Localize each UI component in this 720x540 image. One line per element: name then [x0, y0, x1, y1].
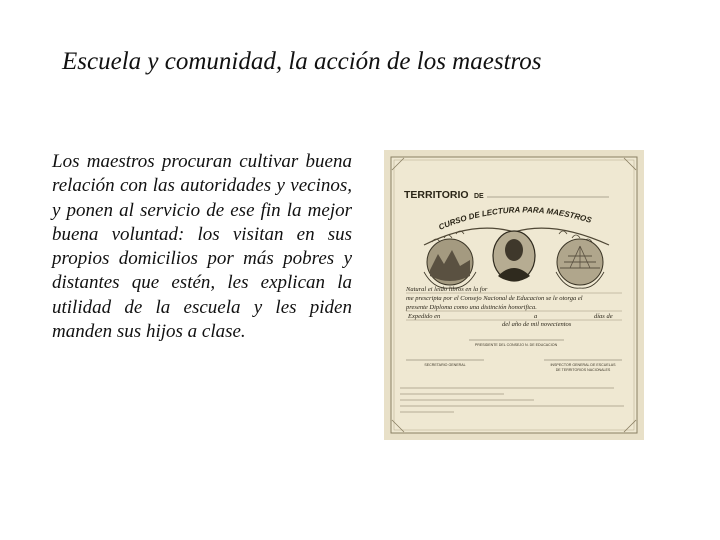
- diploma-line-3: presente Diploma como una distinción honorifica.: [406, 304, 537, 311]
- diploma-image: [384, 150, 644, 440]
- diploma-subheading: CURSO DE LECTURA PARA MAESTROS: [437, 205, 593, 232]
- diploma-heading-suffix: DE: [474, 193, 484, 200]
- diploma-line-4-mid: a: [534, 313, 538, 320]
- diploma-sig-right-1: INSPECTOR GENERAL DE ESCUELAS: [550, 363, 616, 367]
- diploma-sig-center: PRESIDENTE DEL CONSEJO N. DE EDUCACION: [474, 343, 558, 347]
- slide-title: Escuela y comunidad, la acción de los maestros: [62, 48, 542, 75]
- diploma-heading: TERRITORIO: [404, 189, 469, 201]
- diploma-line-5: del año de mil novecientos: [502, 321, 572, 328]
- diploma-line-4-left: Expedido en: [408, 313, 441, 320]
- slide-paragraph: Los maestros procuran cultivar buena relación con las autoridades y vecinos, y ponen al servicio de ese fin la mejor buena voluntad: los visitan en sus propios domicilios por más pobres y distantes que estén, les explican la utilidad de la escuela y les piden manden sus hijos a clase.: [52, 151, 352, 343]
- diploma-line-4-right: días de: [594, 313, 613, 320]
- diploma-line-2: me prescripta por el Consejo Nacional de Educacion se le otorga el: [406, 295, 583, 302]
- diploma-sig-right-2: DE TERRITORIOS NACIONALES: [555, 368, 611, 372]
- diploma-illustration: [384, 150, 644, 440]
- diploma-line-1: Natural ei leido libros en la for: [406, 286, 488, 293]
- diploma-sig-left: SECRETARIO GENERAL: [424, 363, 466, 367]
